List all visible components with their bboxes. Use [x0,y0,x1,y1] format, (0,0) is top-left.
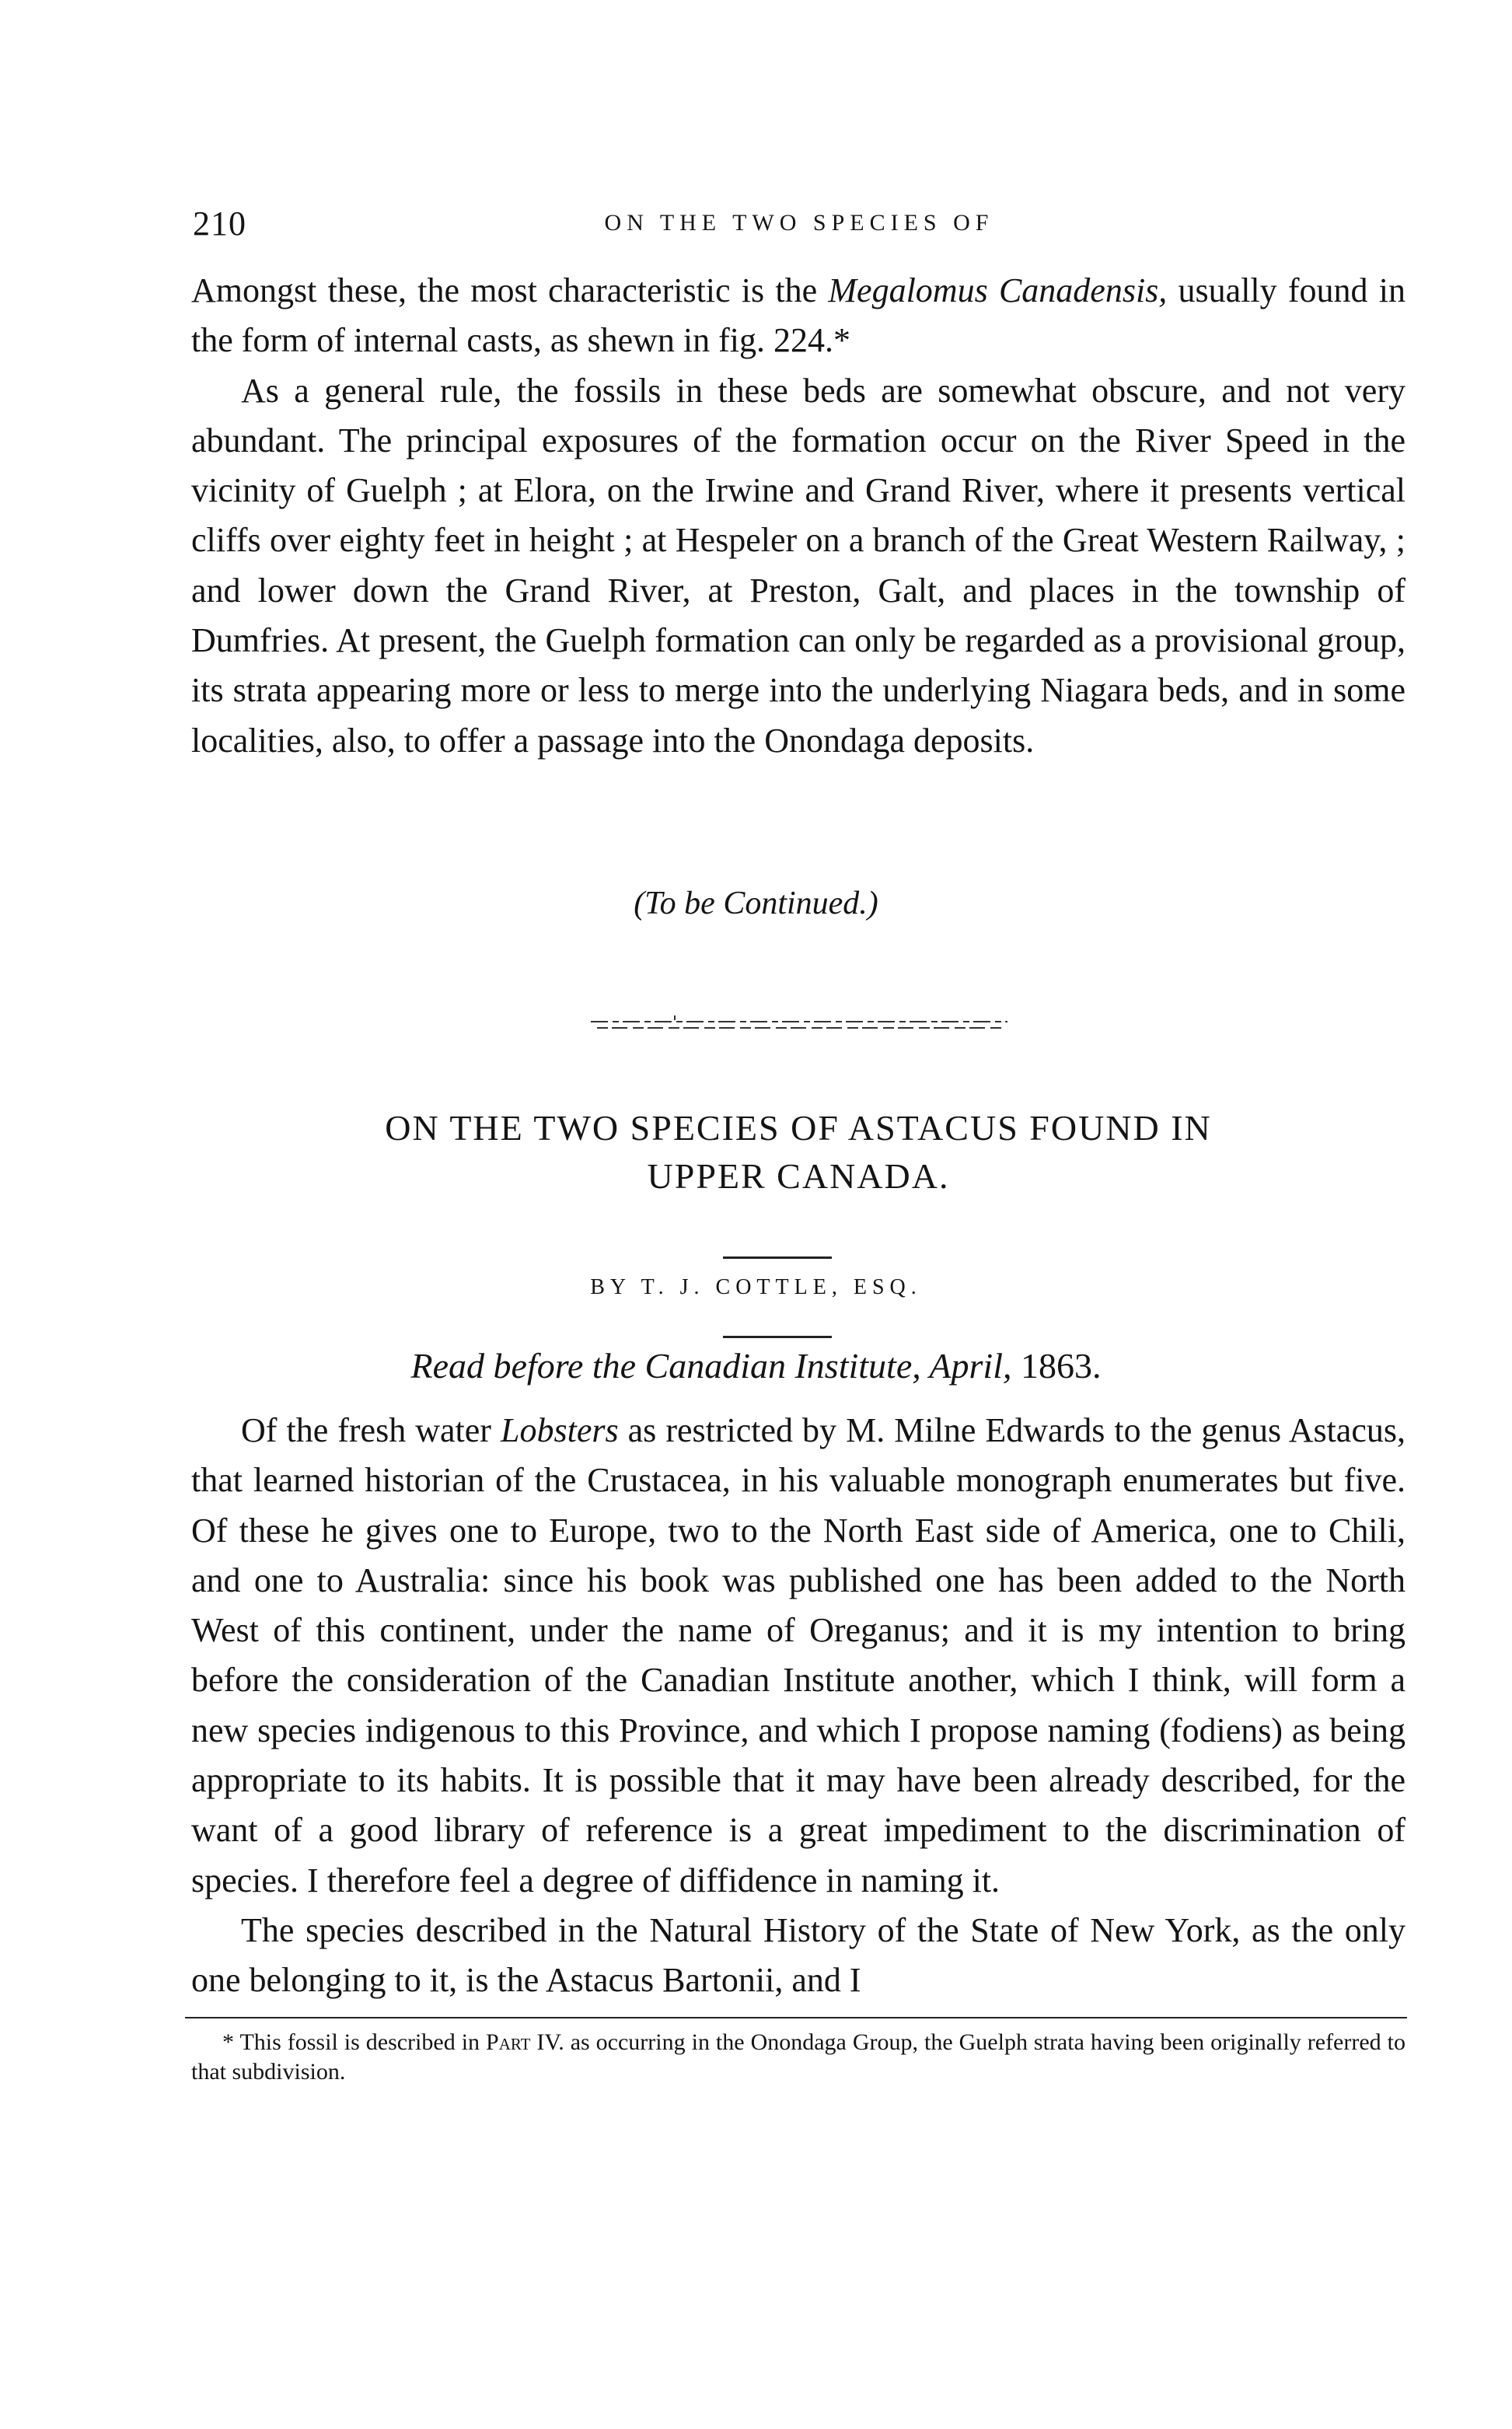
page-header [193,204,1405,250]
paragraph-general-rule: As a general rule, the fossils in these beds are somewhat obscure, and not very abundant. The principal exposures of the formation occur on the River Speed in the vicinity of Guelph ; at Elora, on the Irwine and Grand River, where it presents vertical cliffs over eighty feet in height ; at Hespeler on a branch of the Great Western Railway, ; and lower down the Grand River, at Preston, Galt, and places in the township of Dumfries. At present, the Guelph formation can only be regarded as a provisional group, its strata appearing more or less to merge into the underlying Niagara beds, and in some localities, also, to offer a passage into the Onondaga deposits. [191,371,1405,760]
paragraph-astacus-intro [191,1406,1405,2006]
page-number: 210 [193,204,246,243]
read-before-year: 1863. [1020,1346,1102,1386]
byline-rule [723,1336,832,1338]
running-head: ON THE TWO SPECIES OF [604,210,994,236]
footnote-text: as occurring in the Onondaga Group, the Guelph strata having been originally referred to that subdivision. [191,2029,1405,2085]
to-be-continued: (To be Continued.) [634,886,878,921]
paragraph-new-york-species: The species described in the Natural History of the State of New York, as the only one belonging to it, is the Astacus Bartonii, and I [191,1910,1405,2000]
section-divider-ornament [589,1012,1009,1036]
paragraph-text: Of the fresh water [241,1411,501,1449]
paragraph-text: as restricted by M. Milne Edwards to the genus Astacus, that learned historian of the Crustacea, in his valuable monograph enumerates but five. Of these he gives one to Europe, two to the North East side of America, one to Chili, and one to Australia: since his book was published one has been added to the North West of this continent, under the name of Oreganus; and it is my intention to bring before the consideration of the Canadian Institute another, which I think, will form a new species indigenous to this Province, and which I propose naming (fodiens) as being appropriate to its habits. It is possible that it may have been already described, for the want of a good library of reference is a great impediment to the discrimination of species. I therefore feel a degree of diffidence in naming it. [191,1411,1405,1900]
article-title [191,1104,1405,1201]
paragraph-megalomus [191,266,1405,766]
paragraph-text: Amongst these, the most characteristic is the [191,271,829,309]
italic-term: Lobsters [501,1411,619,1449]
footnote-rule [185,2017,1407,2018]
read-before-text: Read before the Canadian Institute, April, [410,1346,1012,1386]
footnote-text: * This fossil is described in [222,2029,487,2055]
paragraph-text: usually found in the form of internal casts, as shewn in fig. 224.* [191,271,1406,360]
footnote-part-ref: Part IV. [486,2029,564,2055]
title-rule [723,1256,832,1259]
footnote [191,2028,1405,2087]
article-title-line1: ON THE TWO SPECIES OF ASTACUS FOUND IN [385,1108,1212,1148]
species-name: Megalomus Canadensis, [828,271,1168,309]
article-title-line2: UPPER CANADA. [647,1156,950,1196]
read-before-line [0,1345,1512,1386]
author-byline: BY T. J. COTTLE, ESQ. [590,1275,922,1299]
